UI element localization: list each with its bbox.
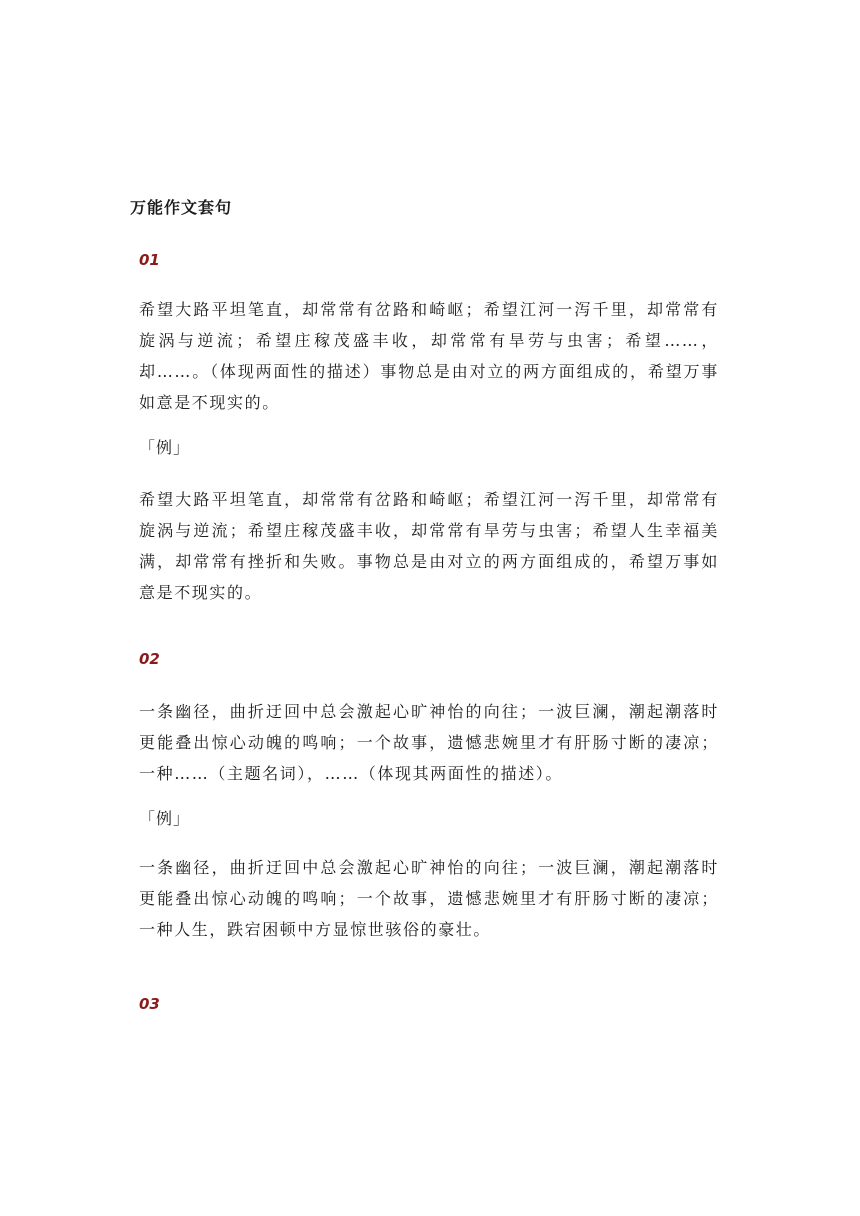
section-example-text: 一条幽径，曲折迂回中总会激起心旷神怡的向往；一波巨澜，潮起潮落时更能叠出惊心动魄的鸣响；一个故事，遗憾悲婉里才有肝肠寸断的凄凉；一种人生，跌宕困顿中方显惊世骇俗的豪壮。	[139, 858, 719, 939]
section-number: 02	[139, 650, 160, 668]
section-number: 03	[139, 995, 160, 1013]
document-title: 万能作文套句	[130, 198, 233, 217]
section-template-text: 希望大路平坦笔直，却常常有岔路和崎岖；希望江河一泻千里，却常常有旋涡与逆流；希望庄稼茂盛丰收，却常常有旱劳与虫害；希望……，却……。（体现两面性的描述）事物总是由对立的两方面组成的，希望万事如意是不现实的。	[139, 300, 719, 412]
section-example-text: 希望大路平坦笔直，却常常有岔路和崎岖；希望江河一泻千里，却常常有旋涡与逆流；希望庄稼茂盛丰收，却常常有旱劳与虫害；希望人生幸福美满，却常常有挫折和失败。事物总是由对立的两方面组成的，希望万事如意是不现实的。	[139, 490, 719, 602]
example-label: 「例」	[139, 809, 191, 828]
section-template-text: 一条幽径，曲折迂回中总会激起心旷神怡的向往；一波巨澜，潮起潮落时更能叠出惊心动魄的鸣响；一个故事，遗憾悲婉里才有肝肠寸断的凄凉；一种……（主题名词），……（体现其两面性的描述）。	[139, 702, 719, 783]
section-number: 01	[139, 251, 160, 269]
example-label: 「例」	[139, 438, 191, 457]
